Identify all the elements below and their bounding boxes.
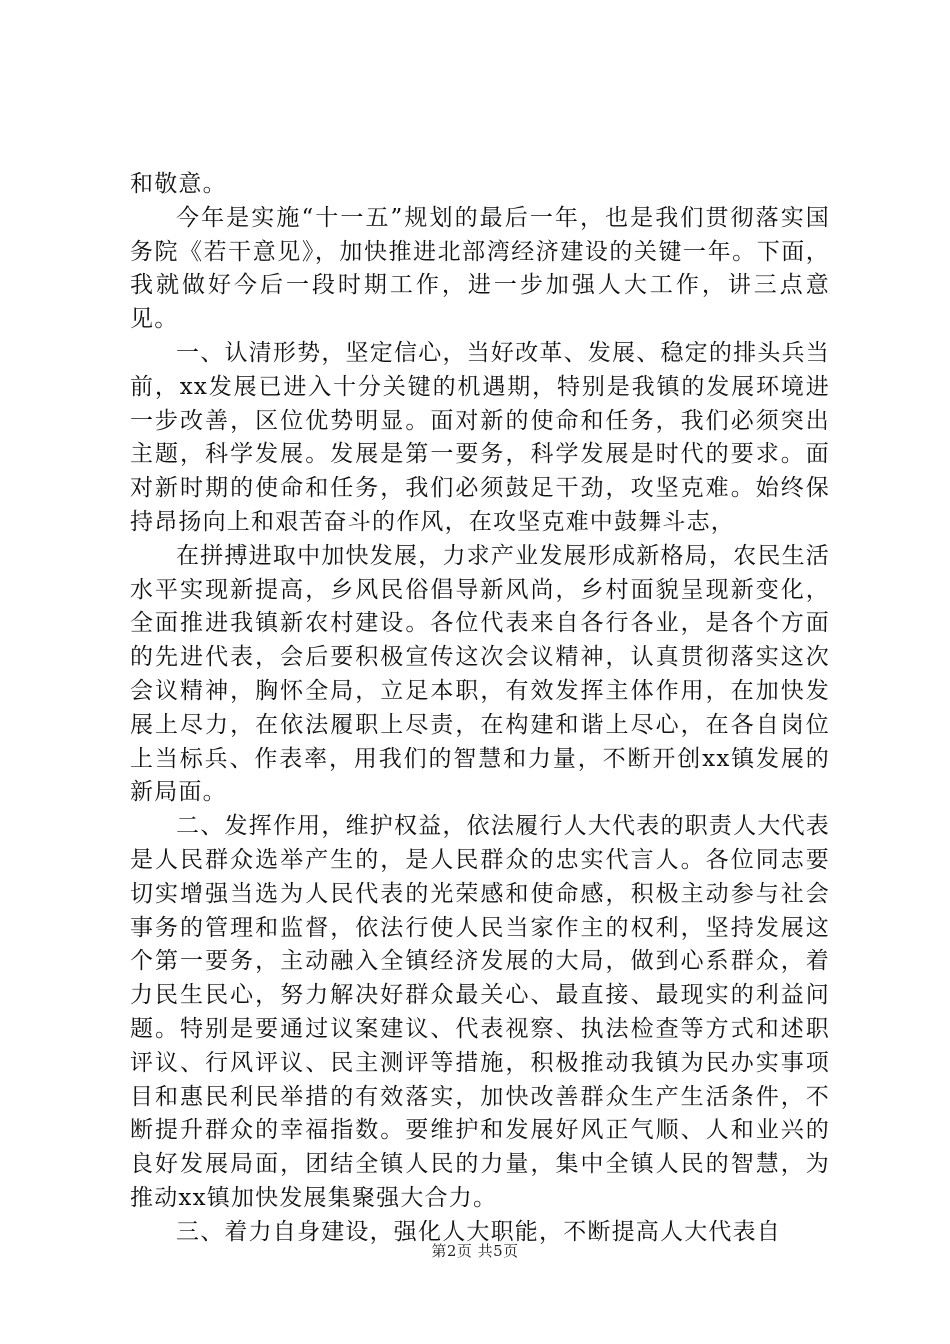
paragraph-point-three: 三、着力自身建设，强化人大职能，不断提高人大代表自 [176, 1218, 781, 1245]
document-body [130, 168, 830, 1250]
paragraph-continuation: 和敬意。 [130, 171, 227, 197]
paragraph-point-one-cont: 在拼搏进取中加快发展，力求产业发展形成新格局，农民生活水平实现新提高，乡风民俗倡导新风尚，乡村面貌呈现新变化，全面推进我镇新农村建设。各位代表来自各行各业，是各个方面的先进代表，会后要积极宣传这次会议精神，认真贯彻落实这次会议精神，胸怀全局，立足本职，有效发挥主体作用，在加快发展上尽力，在依法履职上尽责，在构建和谐上尽心，在各自岗位上当标兵、作表率，用我们的智慧和力量，不断开创xx镇发展的新局面。 [130, 542, 830, 806]
page-number-footer: 第2页 共5页 [431, 1242, 519, 1260]
paragraph-point-two: 二、发挥作用，维护权益，依法履行人大代表的职责人大代表是人民群众选举产生的，是人民群众的忠实代言人。各位同志要切实增强当选为人民代表的光荣感和使命感，积极主动参与社会事务的管理和监督，依法行使人民当家作主的权利，坚持发展这个第一要务，主动融入全镇经济发展的大局，做到心系群众，着力民生民心，努力解决好群众最关心、最直接、最现实的利益问题。特别是要通过议案建议、代表视察、执法检查等方式和述职评议、行风评议、民主测评等措施，积极推动我镇为民办实事项目和惠民利民举措的有效落实，加快改善群众生产生活条件，不断提升群众的幸福指数。要维护和发展好风正气顺、人和业兴的良好发展局面，团结全镇人民的力量，集中全镇人民的智慧，为推动xx镇加快发展集聚强大合力。 [130, 813, 830, 1211]
paragraph-point-one: 一、认清形势，坚定信心，当好改革、发展、稳定的排头兵当前，xx发展已进入十分关键的机遇期，特别是我镇的发展环境进一步改善，区位优势明显。面对新的使命和任务，我们必须突出主题，科学发展。发展是第一要务，科学发展是时代的要求。面对新时期的使命和任务，我们必须鼓足干劲，攻坚克难。始终保持昂扬向上和艰苦奋斗的作风，在攻坚克难中鼓舞斗志， [130, 339, 830, 535]
paragraph-intro: 今年是实施“十一五”规划的最后一年，也是我们贯彻落实国务院《若干意见》，加快推进北部湾经济建设的关键一年。下面，我就做好今后一段时期工作，进一步加强人大工作，讲三点意见。 [130, 204, 830, 333]
